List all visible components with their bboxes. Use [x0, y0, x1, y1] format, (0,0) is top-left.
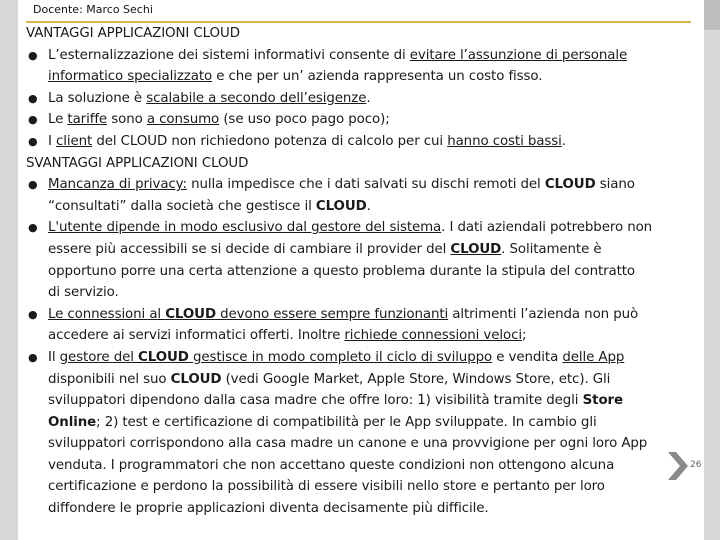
text-segment: CLOUD [315, 198, 367, 214]
text-line [48, 347, 716, 369]
text-segment: client [56, 133, 93, 149]
bullet-icon: ● [28, 178, 38, 192]
text-segment: altrimenti l’azienda non può [448, 306, 639, 322]
text-segment: L’esternalizzazione dei sistemi informativi consente di [48, 47, 410, 63]
text-segment: . [366, 90, 371, 106]
disadvantages-title: SVANTAGGI APPLICAZIONI CLOUD [26, 155, 249, 171]
text-segment: tariffe [67, 112, 108, 128]
text-segment: diffondere le proprie applicazioni diventa decisamente più difficile. [48, 501, 489, 517]
text-segment: devono essere sempre funzionanti [215, 306, 449, 322]
list-item [26, 174, 716, 217]
bullet-icon: ● [28, 48, 38, 62]
text-segment: sviluppatori corrispondono alla casa madre un canone e una provvigione per ogni loro App [48, 436, 648, 452]
text-line [48, 433, 716, 455]
text-segment: I [48, 133, 57, 149]
list-item [26, 109, 716, 131]
text-segment: Store [582, 393, 624, 409]
bullet-icon: ● [28, 307, 38, 321]
text-segment: a consumo [146, 112, 220, 128]
chevron-right-icon[interactable] [664, 452, 690, 480]
text-segment: ; [521, 328, 527, 344]
text-segment: (se uso poco pago poco); [219, 112, 390, 128]
text-line [48, 304, 716, 326]
list-item [26, 217, 716, 303]
text-line [48, 174, 716, 196]
text-segment: L'utente dipende in modo esclusivo dal gestore del sistema [48, 220, 442, 236]
text-line [48, 45, 716, 67]
text-segment: La soluzione è [48, 90, 147, 106]
text-segment: . [561, 133, 566, 149]
text-segment: del CLOUD non richiedono potenza di calcolo per cui [92, 133, 448, 149]
text-segment: evitare l’assunzione di personale [409, 47, 628, 63]
bullet-icon: ● [28, 91, 38, 105]
advantages-title: VANTAGGI APPLICAZIONI CLOUD [26, 26, 240, 41]
text-line [48, 476, 716, 498]
text-segment: ; 2) test e certificazione di compatibilità per le App sviluppate. In cambio gli [96, 414, 597, 430]
text-segment: scalabile a secondo dell’esigenze [146, 90, 367, 106]
text-line [48, 369, 716, 391]
advantages-list [26, 45, 716, 153]
text-segment: essere più accessibili se si decide di cambiare il provider del [48, 241, 451, 257]
text-segment: accedere ai servizi informatici offerti. Inoltre [48, 328, 345, 344]
text-segment: e vendita [492, 349, 563, 365]
text-line [48, 196, 716, 218]
text-segment: Il [48, 349, 60, 365]
text-segment: Mancanza di privacy: [48, 177, 187, 193]
list-item [26, 304, 716, 347]
text-segment: . I dati aziendali potrebbero non [441, 220, 653, 236]
list-item [26, 88, 716, 110]
text-line [48, 109, 716, 131]
text-segment: e che per un’ azienda rappresenta un costo fisso. [212, 69, 543, 85]
text-line [48, 217, 716, 239]
text-segment: nulla impedisce che i dati salvati su dischi remoti del [186, 177, 545, 193]
text-segment: Online [48, 414, 97, 430]
text-segment: . [366, 198, 371, 214]
text-segment: delle App [562, 349, 625, 365]
text-segment: gestisce in modo completo il ciclo di sviluppo [188, 349, 493, 365]
list-item [26, 45, 716, 88]
text-segment: “consultati” dalla società che gestisce il [48, 198, 316, 214]
text-segment: siano [595, 177, 635, 193]
text-segment: venduta. I programmatori che non accettano queste condizioni non ottengono alcuna [48, 457, 615, 473]
text-segment: CLOUD [544, 177, 596, 193]
left-margin-band [0, 0, 18, 540]
text-segment: certificazione e perdono la possibilità di essere visibili nello store e pertanto per loro [48, 479, 605, 495]
text-segment: opportuno porre una certa attenzione a questo problema durante la stipula del contratto [48, 263, 636, 279]
text-segment: CLOUD [170, 371, 222, 387]
text-line [48, 390, 716, 412]
page-number: 26 [690, 460, 702, 470]
text-line [48, 88, 716, 110]
text-segment: richiede connessioni veloci [344, 328, 522, 344]
text-segment: informatico specializzato [48, 69, 213, 85]
slide-content [26, 23, 716, 520]
text-segment: gestore del [59, 349, 139, 365]
text-line [48, 261, 716, 283]
text-segment: CLOUD [165, 306, 216, 322]
text-line [48, 455, 716, 477]
disadvantages-list [26, 174, 716, 520]
text-segment: di servizio. [48, 285, 119, 301]
text-segment: (vedi Google Market, Apple Store, Windows Store, etc). Gli [221, 371, 611, 387]
text-segment: disponibili nel suo [48, 371, 171, 387]
text-line [48, 325, 716, 347]
text-segment: sviluppatori dipendono dalla casa madre che offre loro: 1) visibilità tramite degli [48, 393, 583, 409]
text-segment: sono [107, 112, 147, 128]
text-segment: Le connessioni al [48, 306, 166, 322]
bullet-icon: ● [28, 350, 38, 364]
text-segment: . Solitamente è [501, 241, 602, 257]
text-line [48, 498, 716, 520]
list-item [26, 131, 716, 153]
teacher-header: Docente: Marco Sechi [33, 3, 153, 16]
text-segment: CLOUD [138, 349, 189, 365]
list-item [26, 347, 716, 520]
bullet-icon: ● [28, 134, 38, 148]
text-segment: Le [48, 112, 68, 128]
text-line [48, 412, 716, 434]
text-line [48, 239, 716, 261]
text-segment: hanno costi bassi [447, 133, 562, 149]
text-line [48, 131, 716, 153]
bullet-icon: ● [28, 113, 38, 127]
text-segment: CLOUD [450, 241, 502, 257]
text-line [48, 66, 716, 88]
bullet-icon: ● [28, 221, 38, 235]
text-line [48, 282, 716, 304]
